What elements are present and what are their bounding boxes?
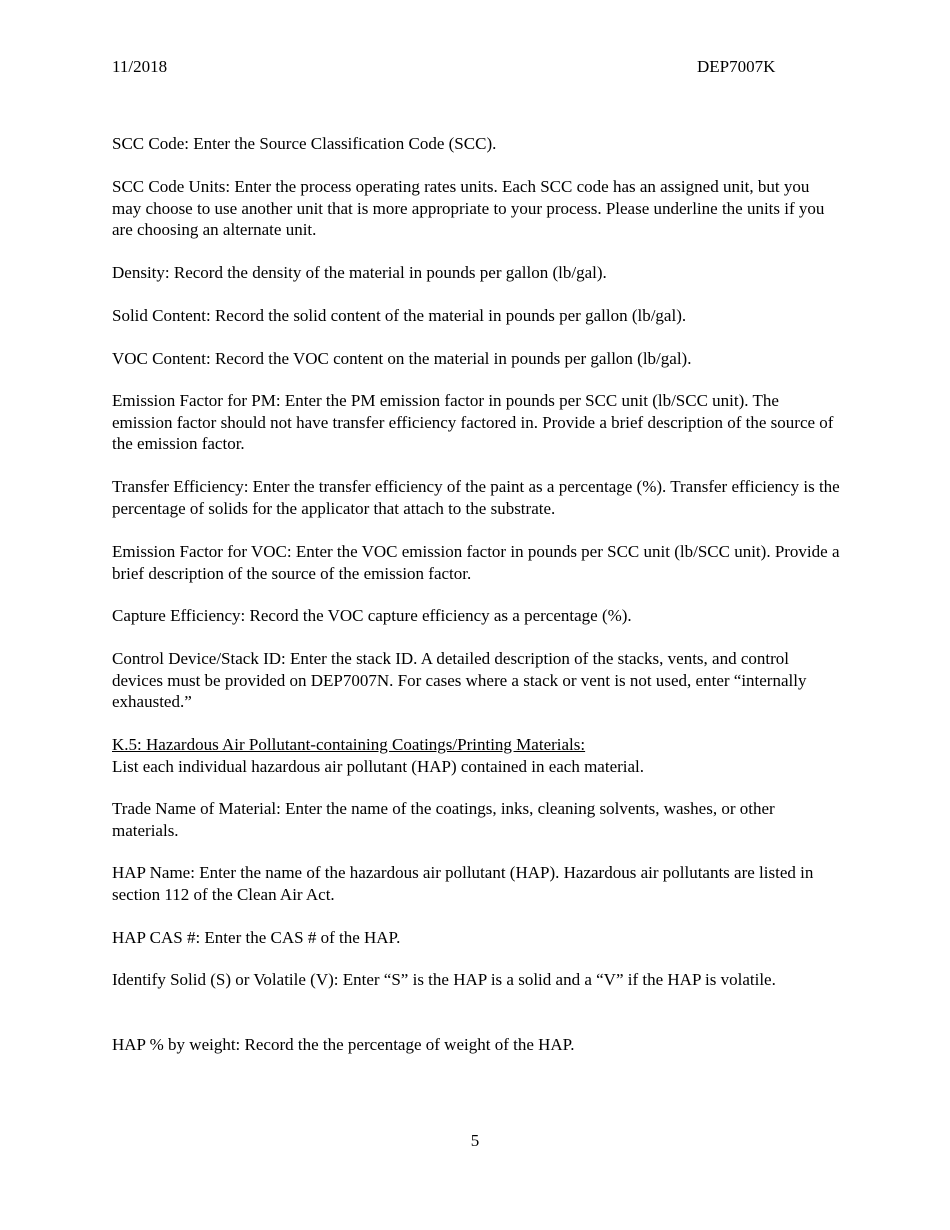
paragraph-hap-cas: HAP CAS #: Enter the CAS # of the HAP. (112, 928, 401, 947)
paragraph-transfer-efficiency: Transfer Efficiency: Enter the transfer efficiency of the paint as a percentage (%). Transfer efficiency is the percentage of solids for the applicator that attach to the substrate. (112, 477, 840, 518)
paragraph-trade-name: Trade Name of Material: Enter the name of the coatings, inks, cleaning solvents, washes, or other materials. (112, 799, 775, 840)
paragraph-hap-weight: HAP % by weight: Record the the percentage of weight of the HAP. (112, 1035, 575, 1054)
paragraph-hap-name: HAP Name: Enter the name of the hazardous air pollutant (HAP). Hazardous air pollutants are listed in section 112 of the Clean Air Act. (112, 863, 814, 904)
header-form-id: DEP7007K (697, 57, 776, 76)
section-intro: List each individual hazardous air pollutant (HAP) contained in each material. (112, 756, 645, 776)
page-number: 5 (470, 1131, 480, 1150)
paragraph-control-device: Control Device/Stack ID: Enter the stack ID. A detailed description of the stacks, vents, and control devices must be provided on DEP7007N. For cases where a stack or vent is not used, enter “internally exhausted.” (112, 649, 807, 711)
paragraph-scc-code-units: SCC Code Units: Enter the process operating rates units. Each SCC code has an assigned unit, but you may choose to use another unit that is more appropriate to your process. Please underline the units if you are choosing an alternate unit. (112, 177, 825, 239)
paragraph-capture-efficiency: Capture Efficiency: Record the VOC capture efficiency as a percentage (%). (112, 606, 632, 625)
paragraph-voc-content: VOC Content: Record the VOC content on the material in pounds per gallon (lb/gal). (112, 349, 692, 368)
paragraph-density: Density: Record the density of the material in pounds per gallon (lb/gal). (112, 263, 607, 282)
header-date: 11/2018 (112, 57, 168, 76)
paragraph-emission-factor-voc: Emission Factor for VOC: Enter the VOC emission factor in pounds per SCC unit (lb/SCC unit). Provide a brief description of the source of the emission factor. (112, 542, 840, 583)
paragraph-emission-factor-pm: Emission Factor for PM: Enter the PM emission factor in pounds per SCC unit (lb/SCC unit). The emission factor should not have transfer efficiency factored in. Provide a brief description of the source of the emission factor. (112, 391, 834, 453)
paragraph-solid-content: Solid Content: Record the solid content of the material in pounds per gallon (lb/gal). (112, 306, 687, 325)
section-heading: K.5: Hazardous Air Pollutant-containing Coatings/Printing Materials: (112, 735, 586, 754)
paragraph-scc-code: SCC Code: Enter the Source Classification Code (SCC). (112, 134, 497, 153)
section-k5 (112, 734, 842, 777)
paragraph-solid-volatile: Identify Solid (S) or Volatile (V): Enter “S” is the HAP is a solid and a “V” if the HAP is volatile. (112, 970, 776, 989)
